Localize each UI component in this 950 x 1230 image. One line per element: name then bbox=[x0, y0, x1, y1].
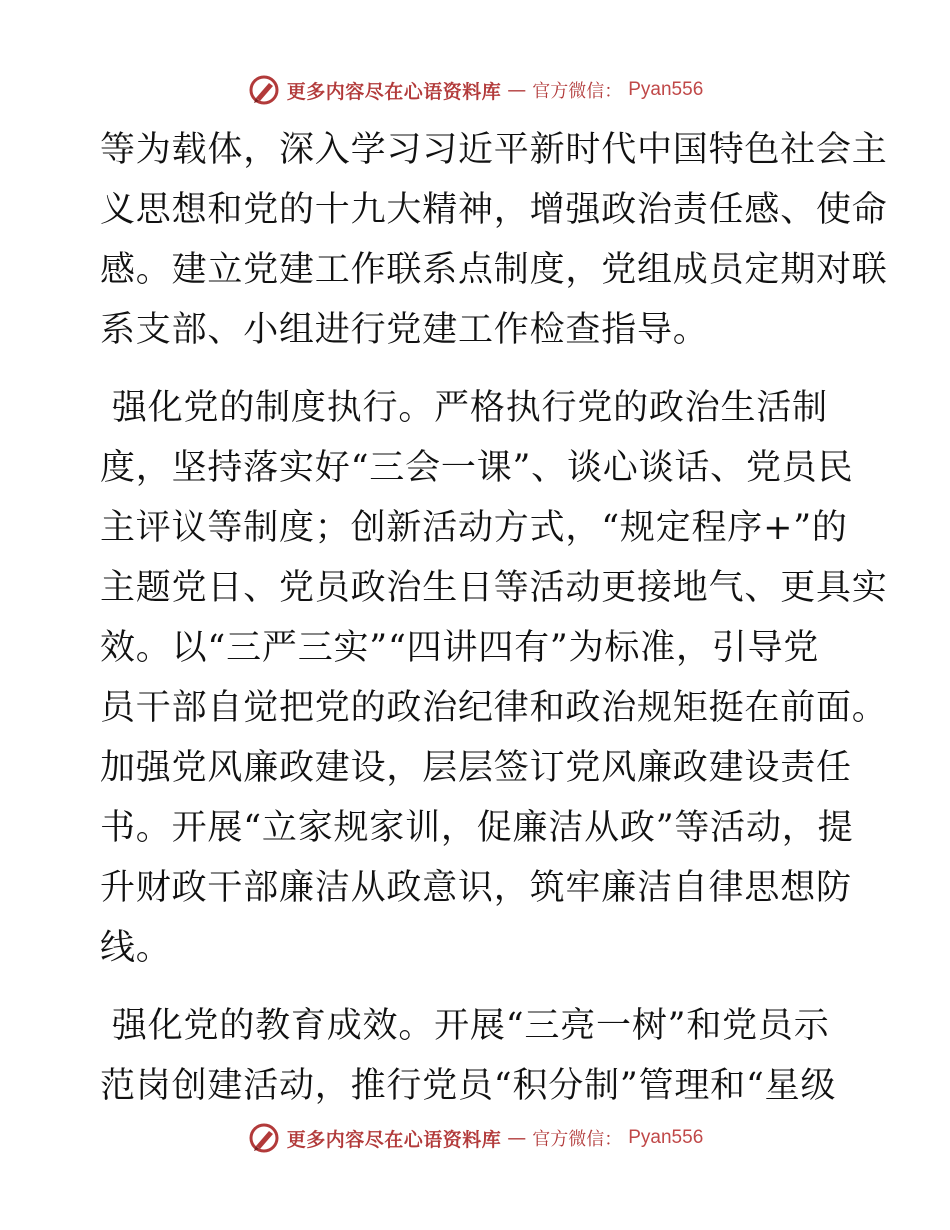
text-line: 主题党日、党员政治生日等活动更接地气、更具实 bbox=[100, 568, 888, 608]
watermark-dash: — bbox=[507, 79, 527, 101]
watermark-wechat-label: 官方微信： bbox=[532, 1129, 623, 1150]
text-line: 强化党的教育成效。开展“三亮一树”和党员示 bbox=[100, 1006, 830, 1046]
text-line: 义思想和党的十九大精神，增强政治责任感、使命 bbox=[100, 190, 888, 230]
paragraph-gap bbox=[100, 978, 860, 996]
text-line: 员干部自觉把党的政治纪律和政治规矩挺在前面。 bbox=[100, 688, 888, 728]
text-line: 等为载体，深入学习习近平新时代中国特色社会主 bbox=[100, 130, 888, 170]
watermark-wechat-id: Pyan556 bbox=[628, 79, 704, 100]
footer-watermark bbox=[0, 1118, 950, 1158]
text-line: 强化党的制度执行。严格执行党的政治生活制 bbox=[100, 388, 828, 428]
text-line: 加强党风廉政建设，层层签订党风廉政建设责任 bbox=[100, 748, 852, 788]
paragraph-3 bbox=[100, 996, 860, 1116]
text-line: 主评议等制度；创新活动方式，“规定程序+”的 bbox=[100, 508, 848, 548]
header-watermark bbox=[0, 70, 950, 110]
text-line: 升财政干部廉洁从政意识，筑牢廉洁自律思想防 bbox=[100, 868, 852, 908]
text-line: 效。以“三严三实”“四讲四有”为标准，引导党 bbox=[100, 628, 820, 668]
text-line: 感。建立党建工作联系点制度，党组成员定期对联 bbox=[100, 250, 888, 290]
paragraph-2 bbox=[100, 378, 888, 978]
text-line: 度，坚持落实好“三会一课”、谈心谈话、党员民 bbox=[100, 448, 854, 488]
paragraph-1 bbox=[100, 120, 888, 360]
watermark-wechat-label: 官方微信： bbox=[532, 81, 623, 102]
watermark-dash: — bbox=[507, 1127, 527, 1149]
watermark-wechat-id: Pyan556 bbox=[628, 1127, 704, 1148]
text-line: 书。开展“立家规家训，促廉洁从政”等活动，提 bbox=[100, 808, 854, 848]
document-body bbox=[100, 120, 888, 1116]
text-line: 范岗创建活动，推行党员“积分制”管理和“星级 bbox=[100, 1066, 837, 1106]
watermark-main-text: 更多内容尽在心语资料库 bbox=[286, 80, 502, 103]
pen-logo-icon bbox=[247, 73, 281, 107]
watermark-main-text: 更多内容尽在心语资料库 bbox=[286, 1128, 502, 1151]
pen-logo-icon bbox=[247, 1121, 281, 1155]
paragraph-gap bbox=[100, 360, 860, 378]
text-line: 线。 bbox=[100, 928, 172, 968]
text-line: 系支部、小组进行党建工作检查指导。 bbox=[100, 310, 709, 350]
